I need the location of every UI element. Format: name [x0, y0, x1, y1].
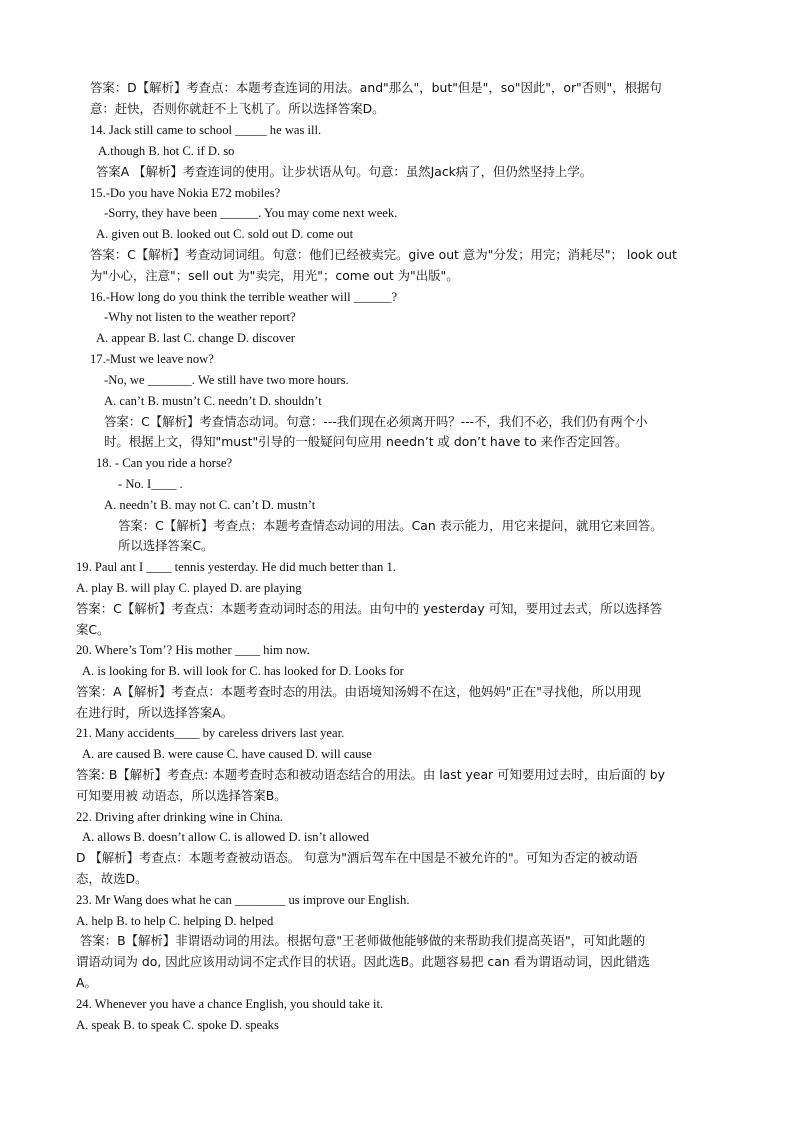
text-line: 24. Whenever you have a chance English, you should take it. [76, 997, 384, 1011]
text-line: 21. Many accidents____ by careless drivers last year. [76, 726, 345, 740]
text-line: -Sorry, they have been ______. You may come next week. [104, 206, 398, 220]
text-line: 14. Jack still came to school _____ he was ill. [90, 123, 322, 137]
text-line: 答案：C【解析】考查点：本题考查情态动词的用法。Can 表示能力，用它来提问，就用它来回答。 [118, 518, 663, 533]
text-line: -No, we _______. We still have two more hours. [104, 373, 349, 387]
text-line: 案C。 [76, 622, 110, 637]
text-line: 为"小心，注意"；sell out 为"卖完，用光"；come out 为"出版"。 [90, 268, 459, 283]
text-line: 在进行时，所以选择答案A。 [76, 705, 234, 720]
text-line: A. are caused B. were cause C. have caused D. will cause [82, 747, 372, 761]
text-line: A. appear B. last C. change D. discover [96, 331, 295, 345]
text-line: A. given out B. looked out C. sold out D. come out [96, 227, 354, 241]
text-line: 答案：C【解析】考查点：本题考查动词时态的用法。由句中的 yesterday 可知，要用过去式，所以选择答 [76, 601, 663, 616]
text-line: 答案：A【解析】考查点：本题考查时态的用法。由语境知汤姆不在这，他妈妈"正在"寻找他，所以用现 [76, 684, 642, 699]
text-line: A. speak B. to speak C. spoke D. speaks [76, 1018, 279, 1032]
text-line: 答案：D【解析】考查点：本题考查连词的用法。and"那么"，but"但是"，so"因此"，or"否则"，根据句 [90, 80, 662, 95]
text-line: 答案：C【解析】考查情态动词。句意：---我们现在必须离开吗？---不，我们不必，我们仍有两个小 [104, 414, 648, 429]
text-line: 答案：B【解析】非谓语动词的用法。根据句意"王老师做他能够做的来帮助我们提高英语"，可知此题的 [80, 933, 646, 948]
text-line: 所以选择答案C。 [118, 538, 214, 553]
text-line: 答案：C【解析】考查动词词组。句意：他们已经被卖完。give out 意为"分发；用完；消耗尽"； look out [90, 247, 677, 262]
text-line: D 【解析】考查点：本题考查被动语态。 句意为"酒后驾车在中国是不被允许的"。可知为否定的被动语 [76, 850, 638, 865]
text-line: 时。根据上文，得知"must"引导的一般疑问句应用 needn’t 或 don’t have to 来作否定回答。 [104, 434, 628, 449]
text-line: 15.-Do you have Nokia E72 mobiles? [90, 186, 281, 200]
text-line: A. help B. to help C. helping D. helped [76, 914, 274, 928]
text-line: 16.-How long do you think the terrible weather will ______? [90, 290, 398, 304]
text-line: A. play B. will play C. played D. are playing [76, 581, 302, 595]
text-line: 18. - Can you ride a horse? [96, 456, 233, 470]
text-line: 20. Where’s Tom’? His mother ____ him now. [76, 643, 310, 657]
text-line: 19. Paul ant I ____ tennis yesterday. He did much better than 1. [76, 560, 396, 574]
text-line: A. allows B. doesn’t allow C. is allowed D. isn’t allowed [82, 830, 370, 844]
text-line: A。 [76, 975, 97, 990]
text-line: 答案A 【解析】考查连词的使用。让步状语从句。句意：虽然Jack病了，但仍然坚持上学。 [96, 164, 593, 179]
text-line: 22. Driving after drinking wine in China. [76, 810, 284, 824]
text-line: A. can’t B. mustn’t C. needn’t D. shouldn’t [104, 394, 322, 408]
text-line: - No. I____ . [118, 477, 183, 491]
text-line: A.though B. hot C. if D. so [98, 144, 235, 158]
text-line: A. is looking for B. will look for C. has looked for D. Looks for [82, 664, 404, 678]
text-line: 答案: B【解析】考查点: 本题考查时态和被动语态结合的用法。由 last year 可知要用过去时，由后面的 by [76, 767, 665, 782]
text-line: -Why not listen to the weather report? [104, 310, 296, 324]
text-line: 可知要用被 动语态，所以选择答案B。 [76, 788, 287, 803]
text-line: 17.-Must we leave now? [90, 352, 214, 366]
text-line: A. needn’t B. may not C. can’t D. mustn’t [104, 498, 316, 512]
text-line: 意：赶快，否则你就赶不上飞机了。所以选择答案D。 [90, 101, 385, 116]
text-line: 23. Mr Wang does what he can ________ us improve our English. [76, 893, 410, 907]
text-line: 态，故选D。 [76, 871, 148, 886]
text-line: 谓语动词为 do, 因此应该用动词不定式作目的状语。因此选B。此题容易把 can 看为谓语动词，因此错选 [76, 954, 650, 969]
